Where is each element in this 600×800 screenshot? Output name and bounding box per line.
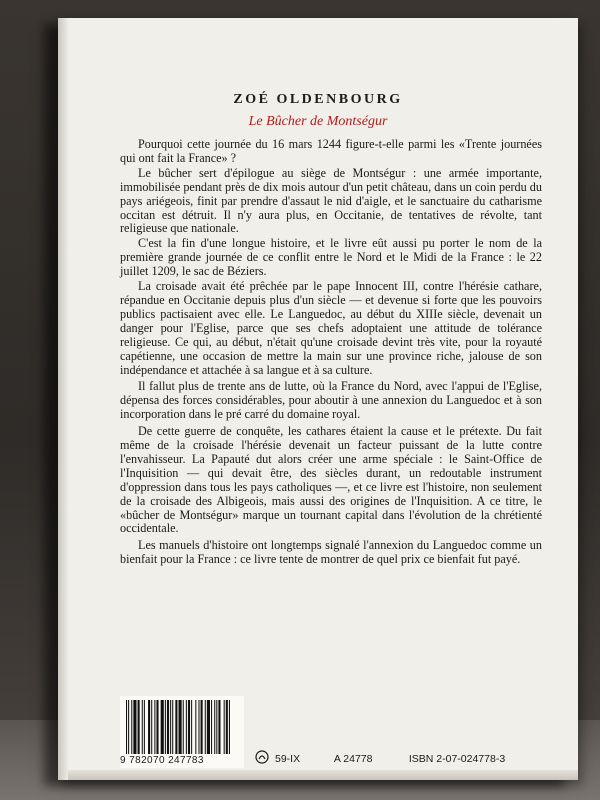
barcode-bar [138, 700, 140, 754]
book-spine-edge [58, 18, 68, 780]
barcode-bar [154, 700, 155, 754]
barcode-bar [167, 700, 169, 754]
barcode-bar [188, 700, 190, 754]
book-page-edge [68, 770, 578, 780]
barcode-bar [216, 700, 217, 754]
book-title: Le Bûcher de Montségur [248, 114, 388, 129]
barcode-bar [142, 700, 143, 754]
barcode-bar [195, 700, 196, 754]
blurb-paragraph: De cette guerre de conquête, les cathares étaient la cause et le prétexte. Du fait même de la croisade l'hérésie devenait un facteur puissant de la lutte contre l'envahisseur. La Papauté dut alors créer une arme spéciale : le Saint-Office de l'Inquisition — qui devait être, des siècles durant, un redoutable instrument d'oppression dans tous les pays catholiques —, et ce livre est l'histoire, non seulement de la croisade des Albigeois, mais aussi des origines de l'Inquisition. A ce titre, le «bûcher de Montségur» marque un tournant capital dans l'évolution de la chrétienté occidentale. [120, 424, 542, 536]
barcode-bar [175, 700, 177, 754]
barcode-bar [224, 700, 225, 754]
barcode-bars [126, 700, 244, 756]
barcode-bar [183, 700, 184, 754]
barcode [120, 696, 244, 768]
barcode-bar [170, 700, 171, 754]
publisher-logo-icon [255, 750, 269, 764]
blurb-paragraph: Le bûcher sert d'épilogue au siège de Montségur : une armée importante, immobilisée pendant près de dix mois autour d'un petit château, dans un coin perdu du pays ariégeois, finit par prendre d'assaut le nid d'aigle, et le sanctuaire du catharisme occitan est détruit. Il n'y aura plus, en Occitanie, de tentatives de révolte, tant religieuse que nationale. [120, 165, 542, 236]
barcode-bar [133, 700, 136, 754]
barcode-bar [229, 700, 230, 754]
barcode-bar [156, 700, 158, 754]
catalog-codes [275, 753, 565, 765]
barcode-bar [214, 700, 215, 754]
blurb-paragraph: La croisade avait été prêchée par le pape Innocent III, contre l'hérésie cathare, répandue en Occitanie depuis plus d'un siècle — et devenue si forte que les pouvoirs publics pactisaient avec elle. Le Languedoc, au début du XIIIe siècle, devenait un danger pour l'Eglise, parce que ses chefs adoptaient une attitude de tolérance religieuse. Ce qui, au début, n'était qu'une croisade devint très vite, pour la royauté capétienne, une occasion de mettre la main sur une province riche, jalouse de son indépendance et attachée à sa langue et à sa culture. [120, 279, 542, 377]
barcode-bar [165, 700, 166, 754]
barcode-bar [144, 700, 145, 754]
author-name: ZOÉ OLDENBOURG [233, 92, 403, 107]
blurb-paragraph: Pourquoi cette journée du 16 mars 1244 figure-t-elle parmi les «Trente journées qui ont fait la France» ? [120, 137, 542, 165]
barcode-bar [179, 700, 182, 754]
isbn: ISBN 2-07-024778-3 [408, 753, 506, 765]
barcode-bar [172, 700, 173, 754]
blurb-paragraph: C'est la fin d'une longue histoire, et le livre eût aussi pu porter le nom de la première grande journée de ce conflit entre le Nord et le Midi de la France : le 22 juillet 1209, le sac de Béziers. [120, 236, 542, 279]
barcode-bar [201, 700, 203, 754]
edition-code: A 24778 [333, 753, 373, 765]
barcode-bar [191, 700, 192, 754]
barcode-bar [218, 700, 220, 754]
blurb-paragraph: Il fallut plus de trente ans de lutte, où la France du Nord, avec l'appui de l'Eglise, dépensa des forces considérables, pour aboutir à une annexion du Languedoc et à son incorporation dans le pré carré du domaine royal. [120, 379, 542, 422]
barcode-bar [211, 700, 212, 754]
barcode-number: 9 782070 247783 [120, 755, 204, 766]
book-back-cover [58, 18, 578, 780]
barcode-bar [198, 700, 199, 754]
series-code: 59-IX [275, 753, 301, 765]
blurb-text [120, 138, 542, 570]
blurb-paragraph: Les manuels d'histoire ont longtemps signalé l'annexion du Languedoc comme un bienfait pour la France : ce livre tente de montrer de quel prix ce bienfait fut payé. [120, 538, 542, 567]
barcode-bar [226, 700, 228, 754]
barcode-bar [128, 700, 129, 754]
barcode-bar [205, 700, 206, 754]
barcode-bar [131, 700, 132, 754]
barcode-bar [151, 700, 152, 754]
barcode-bar [148, 700, 150, 754]
barcode-bar [207, 700, 210, 754]
barcode-bar [186, 700, 187, 754]
barcode-bar [161, 700, 164, 754]
barcode-bar [126, 700, 127, 754]
